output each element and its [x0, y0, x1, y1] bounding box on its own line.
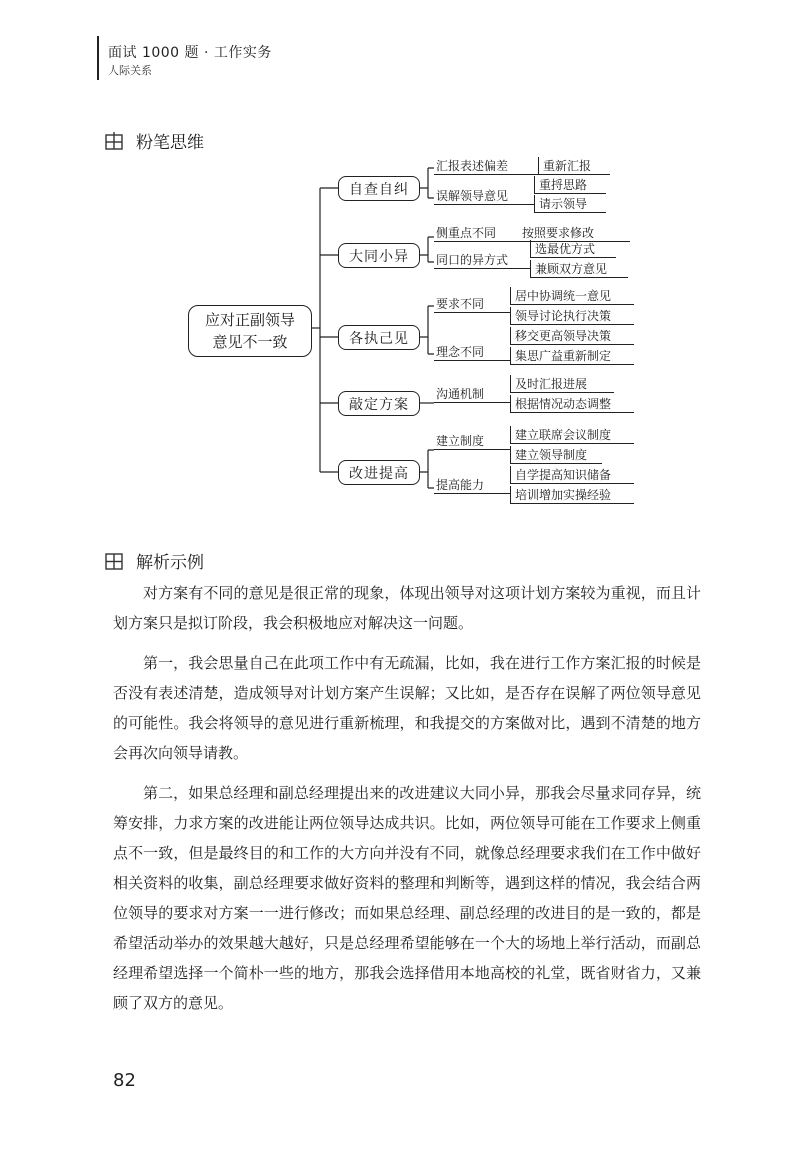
sub-ideas-differ: 理念不同: [434, 343, 510, 361]
sub-same-goal-different-way: 同口的异方式: [434, 251, 530, 269]
mind-map-root: [188, 305, 312, 357]
section-title: 解析示例: [136, 553, 204, 573]
mind-map: [0, 0, 800, 560]
page-number: 82: [113, 1070, 136, 1091]
leaf-joint-meeting: 建立联席会议制度: [510, 426, 634, 444]
branch-finalize: 敲定方案: [338, 391, 420, 416]
root-line-2: 意见不一致: [212, 333, 288, 351]
leaf-rethink: 重捋思路: [534, 176, 606, 194]
leaf-escalate: 移交更高领导决策: [510, 327, 634, 345]
analysis-grid-icon: [104, 551, 126, 571]
header-title: 面试 1000 题 · 工作实务: [108, 45, 272, 61]
leaf-self-study: 自学提高知识储备: [510, 466, 634, 484]
leaf-modify-as-required: 按照要求修改: [518, 224, 630, 242]
leaf-brainstorm: 集思广益重新制定: [510, 347, 634, 365]
paragraph-first: 第一，我会思量自己在此项工作中有无疏漏，比如，我在进行工作方案汇报的时候是否没有表述清楚，造成领导对计划方案产生误解；又比如，是否存在误解了两位领导意见的可能性。我会将领导的意见进行重新梳理，和我提交的方案做对比，遇到不清楚的地方会再次向领导请教。: [113, 654, 701, 762]
branch-similar: 大同小异: [338, 243, 420, 268]
sub-report-deviation: 汇报表述偏差: [434, 157, 538, 175]
leaf-training: 培训增加实操经验: [510, 486, 634, 504]
leaf-leadership-system: 建立领导制度: [510, 446, 602, 464]
leaf-report-again: 重新汇报: [538, 157, 610, 175]
root-line-1: 应对正副领导: [204, 311, 295, 329]
branch-disagree: 各执己见: [338, 325, 420, 350]
leaf-report-progress: 及时汇报进展: [510, 375, 614, 393]
leaf-balance-both: 兼顾双方意见: [530, 260, 628, 278]
branch-self-check: 自查自纠: [338, 176, 420, 201]
leaf-ask-leader: 请示领导: [534, 195, 606, 213]
section-heading-analysis: [104, 548, 204, 573]
sub-misunderstand: 误解领导意见: [434, 187, 534, 205]
leaf-choose-best: 选最优方式: [530, 240, 616, 258]
section-title: 粉笔思维: [136, 133, 204, 153]
leaf-adjust-dynamically: 根据情况动态调整: [510, 395, 634, 413]
leaf-mediate: 居中协调统一意见: [510, 287, 634, 305]
leaf-leaders-discuss: 领导讨论执行决策: [510, 307, 634, 325]
header-subtitle: 人际关系: [108, 64, 152, 77]
sub-requirements-differ: 要求不同: [434, 295, 510, 313]
sub-communication: 沟通机制: [434, 385, 510, 403]
paragraph-second: 第二，如果总经理和副总经理提出来的改进建议大同小异，那我会尽量求同存异，统筹安排，力求方案的改进能让两位领导达成共识。比如，两位领导可能在工作要求上侧重点不一致，但是最终目的和工作的大方向并没有不同，就像总经理要求我们在工作中做好相关资料的收集，副总经理要求做好资料的整理和判断等，遇到这样的情况，我会结合两位领导的要求对方案一一进行修改；而如果总经理、副总经理的改进目的是一致的，都是希望活动举办的效果越大越好，只是总经理希望能够在一个大的场地上举行活动，而副总经理希望选择一个简朴一些的地方，那我会选择借用本地高校的礼堂，既省财省力，又兼顾了双方的意见。: [113, 784, 701, 1012]
paragraph-intro: 对方案有不同的意见是很正常的现象，体现出领导对这项计划方案较为重视，而且计划方案只是拟订阶段，我会积极地应对解决这一问题。: [113, 584, 701, 632]
sub-focus-different: 侧重点不同: [434, 224, 518, 242]
branch-improve: 改进提高: [338, 460, 420, 485]
sub-improve-ability: 提高能力: [434, 476, 510, 494]
sub-build-system: 建立制度: [434, 432, 510, 450]
